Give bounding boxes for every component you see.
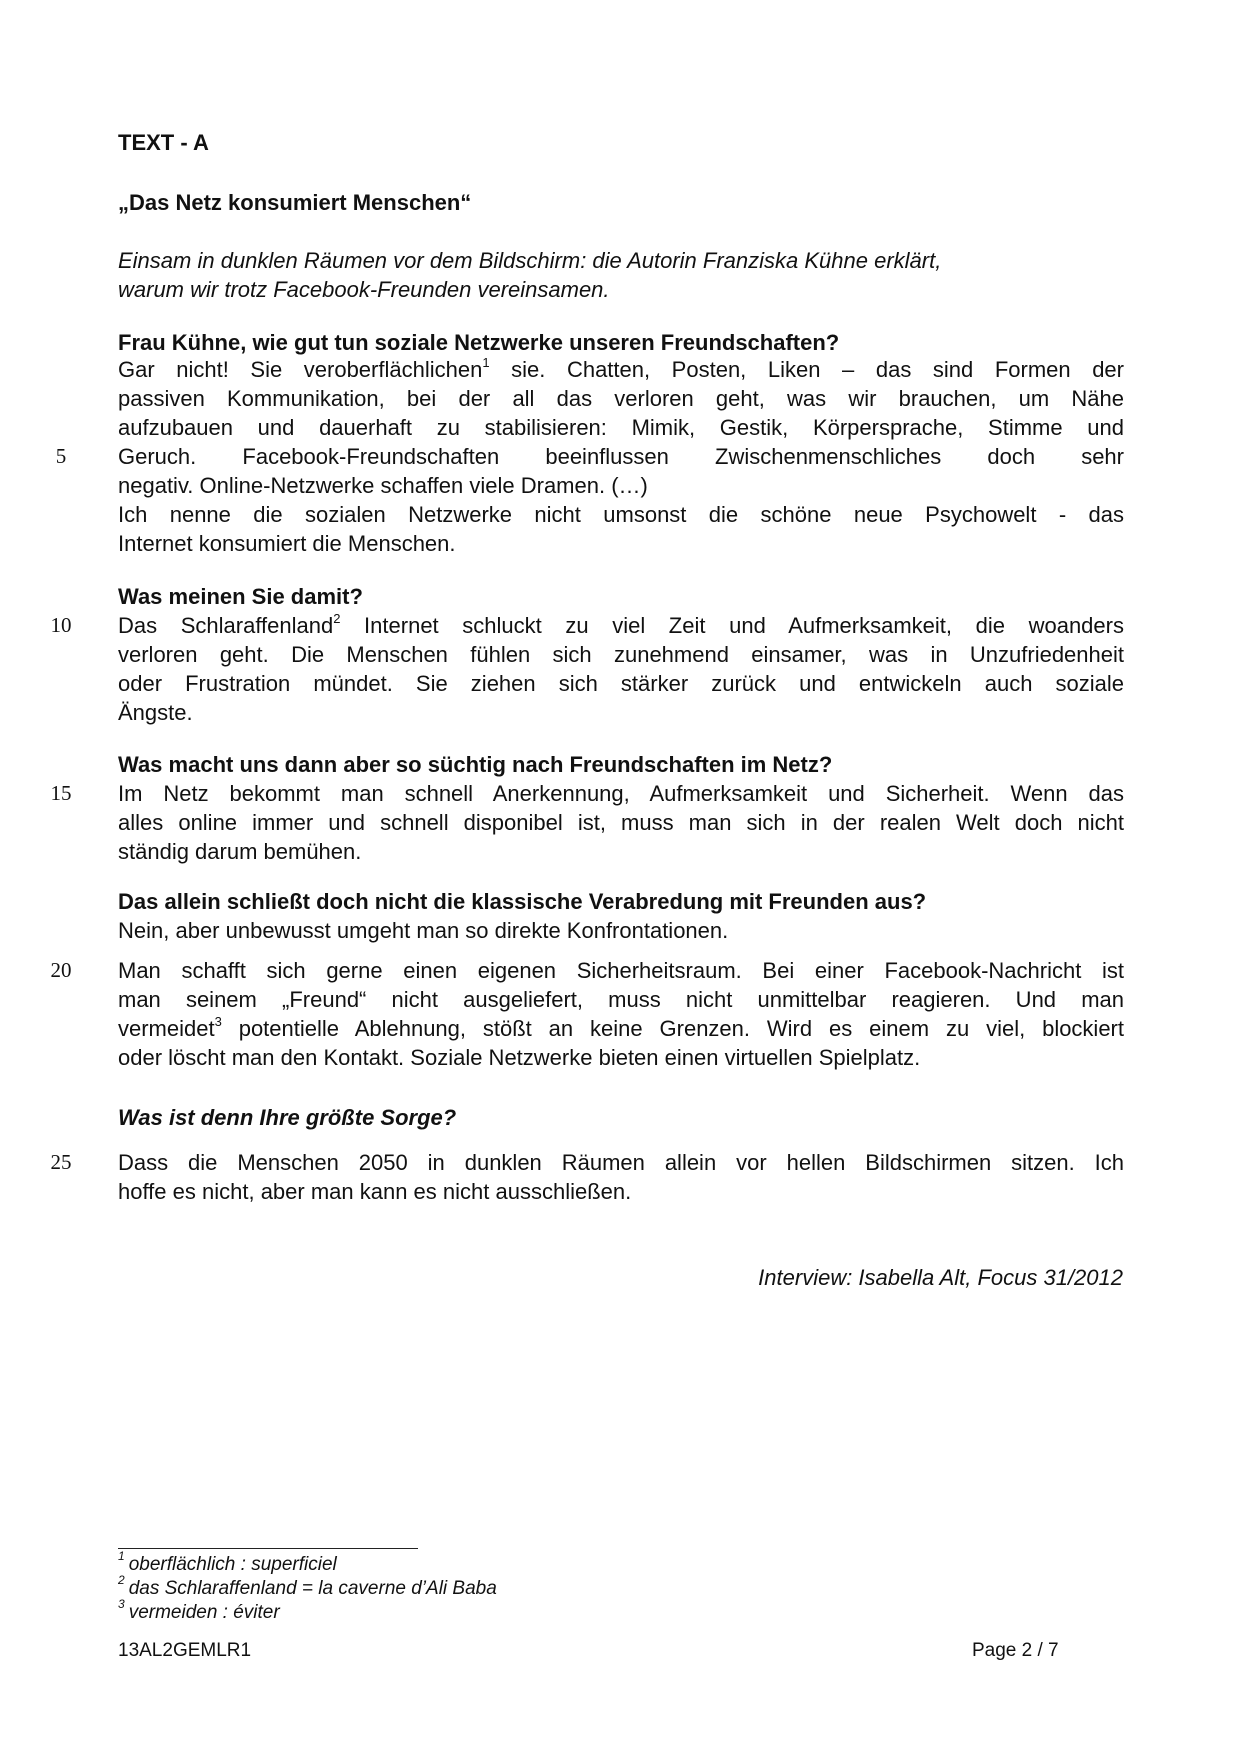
question-4: Das allein schließt doch nicht die klassische Verabredung mit Freunden aus? (118, 889, 927, 914)
footnote-ref-3: 3 (214, 1013, 222, 1029)
footnote-ref-1: 1 (482, 354, 490, 370)
footnote-ref-2: 2 (333, 610, 341, 626)
line-number: 10 (50, 613, 72, 637)
footnote: $^2$ das Schlaraffenland = la caverne d’Ali Baba (118, 1572, 497, 1599)
answer-line: Nein, aber unbewusst umgeht man so direkte Konfrontationen. (118, 918, 729, 943)
answer-line: Geruch. Facebook-Freundschaften beeinflussen Zwischenmenschliches doch sehr (118, 444, 1124, 469)
answer-line: Man schafft sich gerne einen eigenen Sicherheitsraum. Bei einer Facebook-Nachricht ist (118, 958, 1124, 983)
source-citation: Interview: Isabella Alt, Focus 31/2012 (758, 1265, 1123, 1290)
question-2: Was meinen Sie damit? (118, 584, 363, 609)
footnote: $^3$ vermeiden : éviter (118, 1596, 280, 1623)
answer-line: passiven Kommunikation, bei der all das verloren geht, was wir brauchen, um Nähe (118, 386, 1124, 411)
intro-line: Einsam in dunklen Räumen vor dem Bildschirm: die Autorin Franziska Kühne erklärt, (118, 248, 942, 273)
answer-line: man seinem „Freund“ nicht ausgeliefert, muss nicht unmittelbar reagieren. Und man (118, 987, 1124, 1012)
line-number: 25 (50, 1150, 72, 1174)
answer-line: vermeidet$^3$ potentielle Ablehnung, stößt an keine Grenzen. Wird es einem zu viel, blockiert (118, 1013, 1124, 1041)
article-intro (118, 246, 1124, 304)
line-number: 5 (55, 444, 67, 468)
footnote-divider (118, 1548, 418, 1549)
line-number: 20 (50, 958, 72, 982)
answer-line: Dass die Menschen 2050 in dunklen Räumen allein vor hellen Bildschirmen sitzen. Ich (118, 1150, 1124, 1175)
answer-line: verloren geht. Die Menschen fühlen sich zunehmend einsamer, was in Unzufriedenheit (118, 642, 1124, 667)
answer-line: Ängste. (118, 700, 193, 725)
line-number: 15 (50, 781, 72, 805)
article-title: „Das Netz konsumiert Menschen“ (118, 190, 472, 215)
answer-line: oder Frustration mündet. Sie ziehen sich stärker zurück und entwickeln auch soziale (118, 671, 1124, 696)
answer-line: Internet konsumiert die Menschen. (118, 531, 456, 556)
answer-line: ständig darum bemühen. (118, 839, 362, 864)
answer-line: negativ. Online-Netzwerke schaffen viele Dramen. (…) (118, 473, 648, 498)
question-5: Was ist denn Ihre größte Sorge? (118, 1105, 457, 1130)
question-3: Was macht uns dann aber so süchtig nach Freundschaften im Netz? (118, 752, 833, 777)
answer-line: oder löscht man den Kontakt. Soziale Netzwerke bieten einen virtuellen Spielplatz. (118, 1045, 921, 1070)
answer-line: Gar nicht! Sie veroberflächlichen$^1$ sie. Chatten, Posten, Liken – das sind Formen der (118, 354, 1124, 382)
footnote: $^1$ oberflächlich : superficiel (118, 1548, 337, 1575)
answer-line: Ich nenne die sozialen Netzwerke nicht umsonst die schöne neue Psychowelt - das (118, 502, 1124, 527)
question-1: Frau Kühne, wie gut tun soziale Netzwerke unseren Freundschaften? (118, 330, 840, 355)
intro-line: warum wir trotz Facebook-Freunden vereinsamen. (118, 277, 610, 302)
answer-line: Das Schlaraffenland$^2$ Internet schluckt zu viel Zeit und Aufmerksamkeit, die woanders (118, 610, 1124, 638)
page-number: Page 2 / 7 (972, 1640, 1059, 1661)
answer-line: hoffe es nicht, aber man kann es nicht ausschließen. (118, 1179, 632, 1204)
answer-line: Im Netz bekommt man schnell Anerkennung, Aufmerksamkeit und Sicherheit. Wenn das (118, 781, 1124, 806)
exam-code: 13AL2GEMLR1 (118, 1640, 252, 1661)
answer-line: alles online immer und schnell disponibel ist, muss man sich in der realen Welt doch nicht (118, 810, 1124, 835)
section-label: TEXT - A (118, 130, 209, 155)
answer-line: aufzubauen und dauerhaft zu stabilisieren: Mimik, Gestik, Körpersprache, Stimme und (118, 415, 1124, 440)
